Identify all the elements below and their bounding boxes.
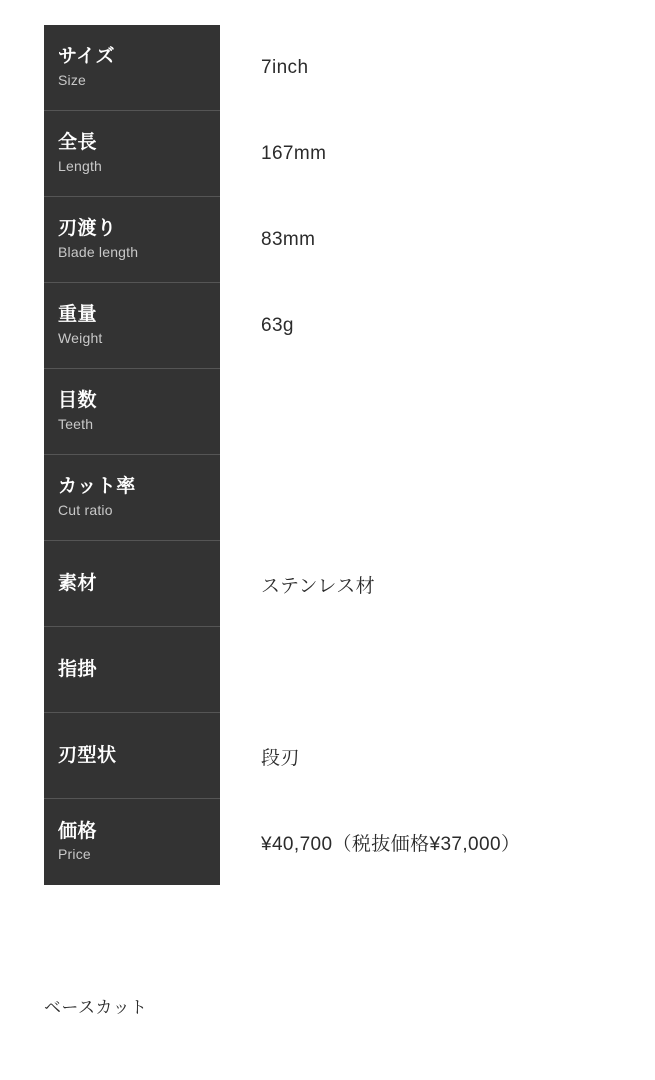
- footer-note: ベースカット: [44, 998, 148, 1017]
- spec-label-en: Cut ratio: [58, 501, 113, 518]
- table-row: [44, 111, 604, 197]
- table-row: [44, 197, 604, 283]
- spec-value-cell: [220, 369, 604, 455]
- spec-value-cell: 7inch: [261, 57, 309, 78]
- table-row: [44, 455, 604, 541]
- spec-label-en: Length: [58, 157, 103, 174]
- spec-label-en: Teeth: [58, 415, 94, 432]
- spec-label-ja: 刃渡り: [58, 218, 117, 240]
- spec-value-cell: 段刃: [261, 747, 300, 769]
- table-row: [44, 283, 604, 369]
- spec-label-cell: [44, 25, 220, 111]
- spec-value-cell: 83mm: [261, 229, 316, 250]
- spec-label-cell: [44, 197, 220, 283]
- spec-value-cell: [220, 627, 604, 713]
- table-row: [44, 627, 604, 713]
- spec-label-ja: サイズ: [58, 46, 115, 68]
- spec-label-cell: [44, 369, 220, 455]
- spec-value-cell: [220, 455, 604, 541]
- spec-label-ja: カット率: [58, 476, 136, 498]
- spec-label-cell: [44, 455, 220, 541]
- spec-label-ja: 指掛: [58, 658, 98, 680]
- spec-value-cell: 63g: [261, 315, 294, 336]
- table-row: [44, 369, 604, 455]
- spec-label-ja: 素材: [58, 572, 98, 594]
- spec-label-cell: [44, 627, 220, 713]
- spec-label-ja: 目数: [58, 390, 98, 412]
- spec-label-ja: 重量: [58, 304, 98, 326]
- spec-label-ja: 刃型状: [58, 744, 117, 766]
- spec-label-cell: [44, 799, 220, 885]
- table-row: [44, 25, 604, 111]
- spec-label-en: Size: [58, 71, 87, 88]
- spec-value-cell: ¥40,700（税抜価格¥37,000）: [261, 833, 521, 855]
- spec-label-cell: [44, 713, 220, 799]
- spec-label-en: Weight: [58, 329, 103, 346]
- spec-label-cell: [44, 541, 220, 627]
- spec-table: [44, 25, 604, 885]
- spec-value-cell: ステンレス材: [261, 575, 376, 597]
- spec-label-cell: [44, 111, 220, 197]
- spec-label-ja: 価格: [58, 820, 98, 842]
- spec-label-ja: 全長: [58, 132, 98, 154]
- spec-label-cell: [44, 283, 220, 369]
- table-row: [44, 541, 604, 627]
- table-row: [44, 713, 604, 799]
- table-row: [44, 799, 604, 885]
- spec-value-cell: 167mm: [261, 143, 327, 164]
- spec-label-en: Price: [58, 846, 91, 863]
- spec-label-en: Blade length: [58, 243, 139, 260]
